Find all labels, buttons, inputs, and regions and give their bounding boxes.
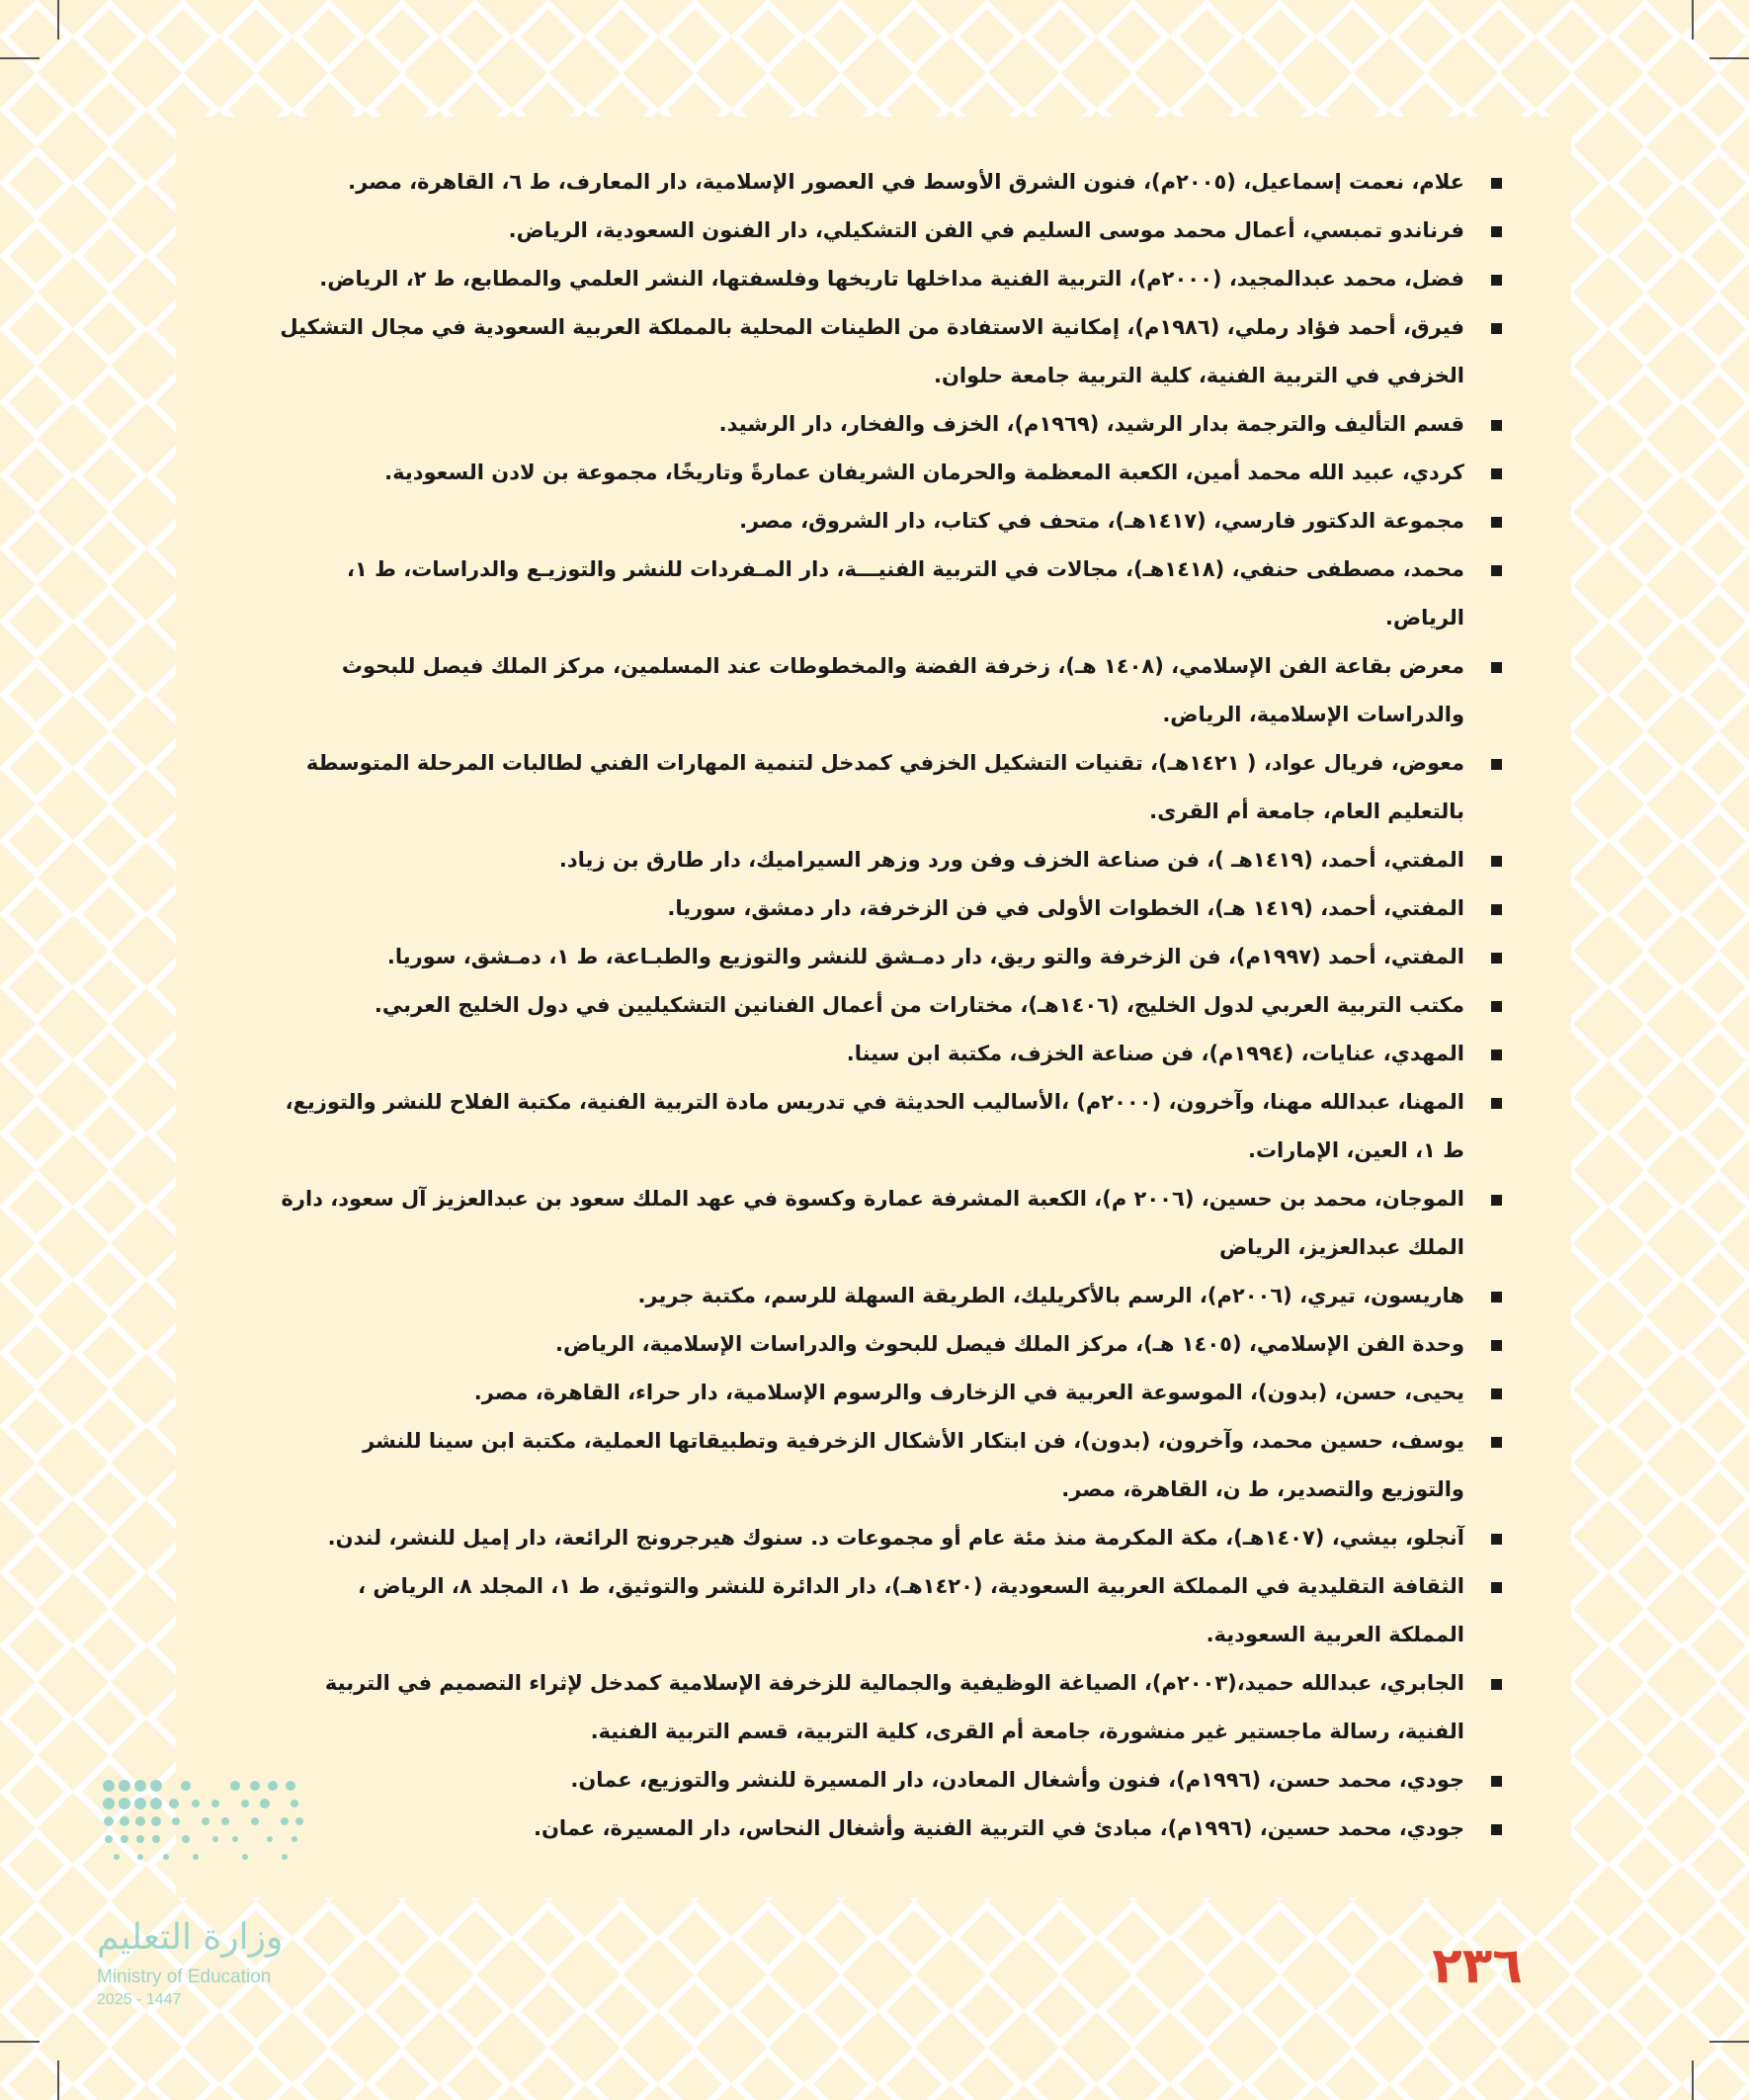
bullet-icon bbox=[1491, 856, 1502, 867]
bullet-icon bbox=[1491, 662, 1502, 673]
reference-text: فضل، محمد عبدالمجيد، (٢٠٠٠م)، التربية الفنية مداخلها تاريخها وفلسفتها، النشر العلمي والمطابع، ط ٢، الرياض. bbox=[319, 267, 1464, 291]
bullet-icon bbox=[1491, 178, 1502, 189]
bullet-icon bbox=[1491, 1098, 1502, 1109]
reference-item bbox=[277, 1417, 1502, 1514]
crop-mark bbox=[1692, 0, 1694, 40]
reference-item bbox=[277, 1272, 1502, 1320]
reference-item bbox=[277, 836, 1502, 884]
reference-item bbox=[277, 303, 1502, 400]
bullet-icon bbox=[1491, 1195, 1502, 1206]
crop-mark bbox=[0, 2041, 40, 2043]
reference-text: جودي، محمد حسن، (١٩٩٦م)، فنون وأشغال المعادن، دار المسيرة للنشر والتوزيع، عمان. bbox=[570, 1768, 1464, 1792]
reference-text: الثقافة التقليدية في المملكة العربية السعودية، (١٤٢٠هـ)، دار الدائرة للنشر والتوثيق، ط ١، المجلد ٨، الرياض ، المملكة العربية السعودية. bbox=[358, 1574, 1464, 1646]
bullet-icon bbox=[1491, 517, 1502, 528]
ministry-name-english: Ministry of Education bbox=[97, 1967, 272, 1987]
reference-item bbox=[277, 1514, 1502, 1562]
bullet-icon bbox=[1491, 1437, 1502, 1448]
references-list bbox=[277, 158, 1502, 1853]
reference-item bbox=[277, 1659, 1502, 1756]
ministry-name-arabic: وزارة التعليم bbox=[97, 1917, 284, 1958]
ministry-logo bbox=[97, 1774, 324, 2011]
crop-mark bbox=[1692, 2060, 1694, 2100]
crop-mark bbox=[1709, 2041, 1749, 2043]
bullet-icon bbox=[1491, 275, 1502, 286]
bullet-icon bbox=[1491, 420, 1502, 431]
reference-text: مجموعة الدكتور فارسي، (١٤١٧هـ)، متحف في كتاب، دار الشروق، مصر. bbox=[739, 509, 1464, 533]
reference-text: هاريسون، تيري، (٢٠٠٦م)، الرسم بالأكريليك، الطريقة السهلة للرسم، مكتبة جرير. bbox=[637, 1284, 1464, 1307]
reference-item bbox=[277, 546, 1502, 642]
reference-text: آنجلو، بيشي، (١٤٠٧هـ)، مكة المكرمة منذ مئة عام أو مجموعات د. سنوك هيرجرونج الرائعة، دار إميل للنشر، لندن. bbox=[327, 1526, 1464, 1550]
reference-text: وحدة الفن الإسلامي، (١٤٠٥ هـ)، مركز الملك فيصل للبحوث والدراسات الإسلامية، الرياض. bbox=[555, 1332, 1464, 1356]
reference-item bbox=[277, 1369, 1502, 1417]
reference-text: الجابري، عبدالله حميد،(٢٠٠٣م)، الصياغة الوظيفية والجمالية للزخرفة الإسلامية كمدخل لإثراء التصميم في التربية الفنية، رسالة ماجستير غير منشورة، جامعة أم القرى، كلية التربية، قسم التربية الفنية. bbox=[324, 1671, 1464, 1743]
reference-item bbox=[277, 400, 1502, 449]
reference-text: المفتي، أحمد (١٩٩٧م)، فن الزخرفة والتو ريق، دار دمـشق للنشر والتوزيع والطبـاعة، ط ١، دمـشق، سوريا. bbox=[386, 945, 1464, 968]
reference-item bbox=[277, 497, 1502, 546]
reference-item bbox=[277, 1805, 1502, 1853]
reference-text: المفتي، أحمد، (١٤١٩ هـ)، الخطوات الأولى في فن الزخرفة، دار دمشق، سوريا. bbox=[667, 896, 1464, 920]
crop-mark bbox=[57, 0, 59, 40]
reference-item bbox=[277, 1030, 1502, 1078]
reference-text: يوسف، حسين محمد، وآخرون، (بدون)، فن ابتكار الأشكال الزخرفية وتطبيقاتها العملية، مكتبة ابن سينا للنشر والتوزيع والتصدير، ط ن، القاهرة، مصر. bbox=[363, 1429, 1464, 1501]
ministry-year: 2025 - 1447 bbox=[97, 1991, 182, 2008]
reference-text: قسم التأليف والترجمة بدار الرشيد، (١٩٦٩م)، الخزف والفخار، دار الرشيد. bbox=[718, 412, 1464, 436]
reference-item bbox=[277, 158, 1502, 207]
reference-text: جودي، محمد حسين، (١٩٩٦م)، مبادئ في التربية الفنية وأشغال النحاس، دار المسيرة، عمان. bbox=[534, 1816, 1464, 1840]
bullet-icon bbox=[1491, 1340, 1502, 1351]
crop-mark bbox=[57, 2060, 59, 2100]
reference-item bbox=[277, 1756, 1502, 1805]
reference-item bbox=[277, 449, 1502, 497]
reference-text: فيرق، أحمد فؤاد رملي، (١٩٨٦م)، إمكانية الاستفادة من الطينات المحلية بالمملكة العربية السعودية في مجال التشكيل الخزفي في التربية الفنية، كلية التربية جامعة حلوان. bbox=[280, 315, 1464, 387]
bullet-icon bbox=[1491, 468, 1502, 479]
bullet-icon bbox=[1491, 565, 1502, 576]
reference-text: فرناندو تمبسي، أعمال محمد موسى السليم في الفن التشكيلي، دار الفنون السعودية، الرياض. bbox=[508, 218, 1464, 242]
reference-text: الموجان، محمد بن حسين، (٢٠٠٦ م)، الكعبة المشرفة عمارة وكسوة في عهد الملك سعود بن عبدالعزيز آل سعود، دارة الملك عبدالعزيز، الرياض bbox=[281, 1187, 1464, 1259]
bullet-icon bbox=[1491, 1388, 1502, 1399]
reference-text: محمد، مصطفى حنفي، (١٤١٨هـ)، مجالات في التربية الفنيـــة، دار المـفردات للنشر والتوزيـع والدراسات، ط ١، الرياض. bbox=[347, 557, 1464, 630]
crop-mark bbox=[1709, 57, 1749, 59]
reference-text: يحيى، حسن، (بدون)، الموسوعة العربية في الزخارف والرسوم الإسلامية، دار حراء، القاهرة، مصر. bbox=[473, 1381, 1464, 1404]
reference-text: مكتب التربية العربي لدول الخليج، (١٤٠٦هـ)، مختارات من أعمال الفنانين التشكيليين في دول الخليج العربي. bbox=[374, 993, 1464, 1017]
bullet-icon bbox=[1491, 1824, 1502, 1835]
bullet-icon bbox=[1491, 904, 1502, 915]
page-number: ٢٣٦ bbox=[1432, 1937, 1523, 1994]
reference-text: المفتي، أحمد، (١٤١٩هـ )، فن صناعة الخزف وفن ورد وزهر السيراميك، دار طارق بن زياد. bbox=[558, 848, 1464, 872]
dot-matrix-logo-icon bbox=[97, 1774, 314, 1883]
bullet-icon bbox=[1491, 1050, 1502, 1060]
reference-item bbox=[277, 255, 1502, 303]
bullet-icon bbox=[1491, 226, 1502, 237]
reference-item bbox=[277, 1175, 1502, 1272]
bullet-icon bbox=[1491, 1001, 1502, 1012]
reference-item bbox=[277, 739, 1502, 836]
reference-item bbox=[277, 1562, 1502, 1659]
bullet-icon bbox=[1491, 1679, 1502, 1690]
reference-text: علام، نعمت إسماعيل، (٢٠٠٥م)، فنون الشرق الأوسط في العصور الإسلامية، دار المعارف، ط ٦، القاهرة، مصر. bbox=[348, 170, 1464, 194]
reference-item bbox=[277, 642, 1502, 739]
reference-item bbox=[277, 1320, 1502, 1369]
bullet-icon bbox=[1491, 1292, 1502, 1302]
reference-text: معرض بقاعة الفن الإسلامي، (١٤٠٨ هـ)، زخرفة الفضة والمخطوطات عند المسلمين، مركز الملك فيصل للبحوث والدراسات الإسلامية، الرياض. bbox=[341, 654, 1464, 726]
reference-text: معوض، فريال عواد، ( ١٤٢١هـ)، تقنيات التشكيل الخزفي كمدخل لتنمية المهارات الفني لطالبات المرحلة المتوسطة بالتعليم العام، جامعة أم القرى. bbox=[305, 751, 1464, 823]
bullet-icon bbox=[1491, 1582, 1502, 1593]
reference-item bbox=[277, 981, 1502, 1030]
bullet-icon bbox=[1491, 323, 1502, 334]
crop-mark bbox=[0, 57, 40, 59]
bullet-icon bbox=[1491, 953, 1502, 964]
reference-item bbox=[277, 884, 1502, 933]
bullet-icon bbox=[1491, 759, 1502, 770]
reference-item bbox=[277, 1078, 1502, 1175]
reference-text: المهدي، عنايات، (١٩٩٤م)، فن صناعة الخزف، مكتبة ابن سينا. bbox=[846, 1042, 1464, 1065]
bullet-icon bbox=[1491, 1776, 1502, 1787]
reference-text: كردي، عبيد الله محمد أمين، الكعبة المعظمة والحرمان الشريفان عمارةً وتاريخًا، مجموعة بن لادن السعودية. bbox=[384, 461, 1464, 484]
bullet-icon bbox=[1491, 1534, 1502, 1545]
reference-text: المهنا، عبدالله مهنا، وآخرون، (٢٠٠٠م) ،الأساليب الحديثة في تدريس مادة التربية الفنية، مكتبة الفلاح للنشر والتوزيع، ط ١، العين، الإمارات. bbox=[285, 1090, 1464, 1162]
reference-item bbox=[277, 933, 1502, 981]
reference-item bbox=[277, 207, 1502, 255]
